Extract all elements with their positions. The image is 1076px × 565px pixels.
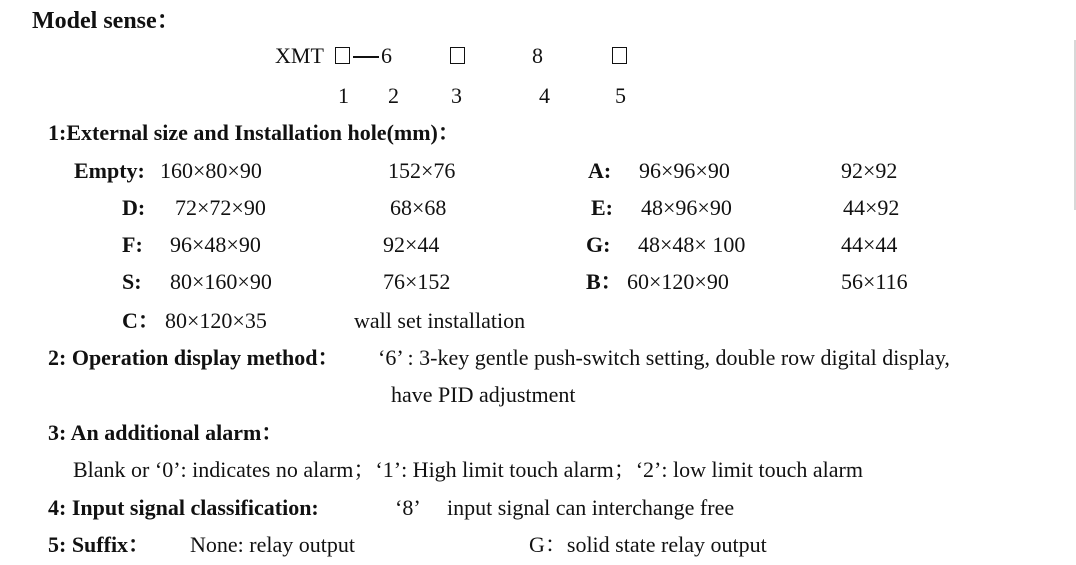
size-label: D:: [122, 195, 146, 220]
hole-value: 92×44: [383, 232, 440, 257]
hole-value: 44×92: [843, 195, 900, 220]
size-label: E:: [591, 195, 613, 220]
model-slot-3-box: [450, 47, 465, 64]
hole-value: 56×116: [841, 269, 908, 294]
section2-heading: 2: Operation display method：: [48, 345, 340, 370]
size-label: F:: [122, 232, 143, 257]
size-value: 48×48× 100: [638, 232, 746, 257]
model-part-6: 6: [381, 43, 392, 68]
hole-value: 68×68: [390, 195, 447, 220]
suffix-option-g: G：solid state relay output: [529, 532, 767, 557]
position-number: 2: [388, 83, 399, 108]
size-value: 96×96×90: [639, 158, 730, 183]
section2-text-continued: have PID adjustment: [391, 382, 576, 407]
section4-text: input signal can interchange free: [447, 495, 735, 520]
size-value: 48×96×90: [641, 195, 732, 220]
position-number: 1: [338, 83, 349, 108]
position-number: 4: [539, 83, 550, 108]
model-prefix: XMT: [275, 43, 324, 68]
position-number: 3: [451, 83, 462, 108]
size-label: G:: [586, 232, 611, 257]
section5-heading: 5: Suffix：: [48, 532, 151, 557]
size-label: C：: [122, 308, 160, 333]
section1-heading: 1:External size and Installation hole(mm)：: [48, 120, 460, 145]
page-title: Model sense：: [32, 8, 181, 34]
hole-value: 152×76: [388, 158, 456, 183]
size-value: 96×48×90: [170, 232, 261, 257]
size-value: 160×80×90: [160, 158, 262, 183]
section3-text: Blank or ‘0’: indicates no alarm；‘1’: High limit touch alarm；‘2’: low limit touch alarm: [73, 457, 863, 482]
section4-code: ‘8’: [395, 495, 421, 520]
section3-heading: 3: An additional alarm：: [48, 420, 284, 445]
hole-value: 76×152: [383, 269, 451, 294]
size-value: 80×160×90: [170, 269, 272, 294]
section4-heading: 4: Input signal classification:: [48, 495, 319, 520]
size-value: 60×120×90: [627, 269, 729, 294]
model-part-8: 8: [532, 43, 543, 68]
model-slot-1-box: [335, 47, 350, 64]
size-label: A:: [588, 158, 612, 183]
model-slot-5-box: [612, 47, 627, 64]
hole-value: 44×44: [841, 232, 898, 257]
hole-value: 92×92: [841, 158, 898, 183]
model-dash: [353, 56, 379, 58]
size-label: B：: [586, 269, 623, 294]
size-value: 80×120×35: [165, 308, 267, 333]
section2-text: ‘6’ : 3-key gentle push-switch setting, double row digital display,: [378, 345, 950, 370]
position-number: 5: [615, 83, 626, 108]
size-label: S:: [122, 269, 142, 294]
size-value: 72×72×90: [175, 195, 266, 220]
suffix-option-none: None: relay output: [190, 532, 355, 557]
installation-note: wall set installation: [354, 308, 526, 333]
size-label: Empty:: [74, 158, 145, 183]
